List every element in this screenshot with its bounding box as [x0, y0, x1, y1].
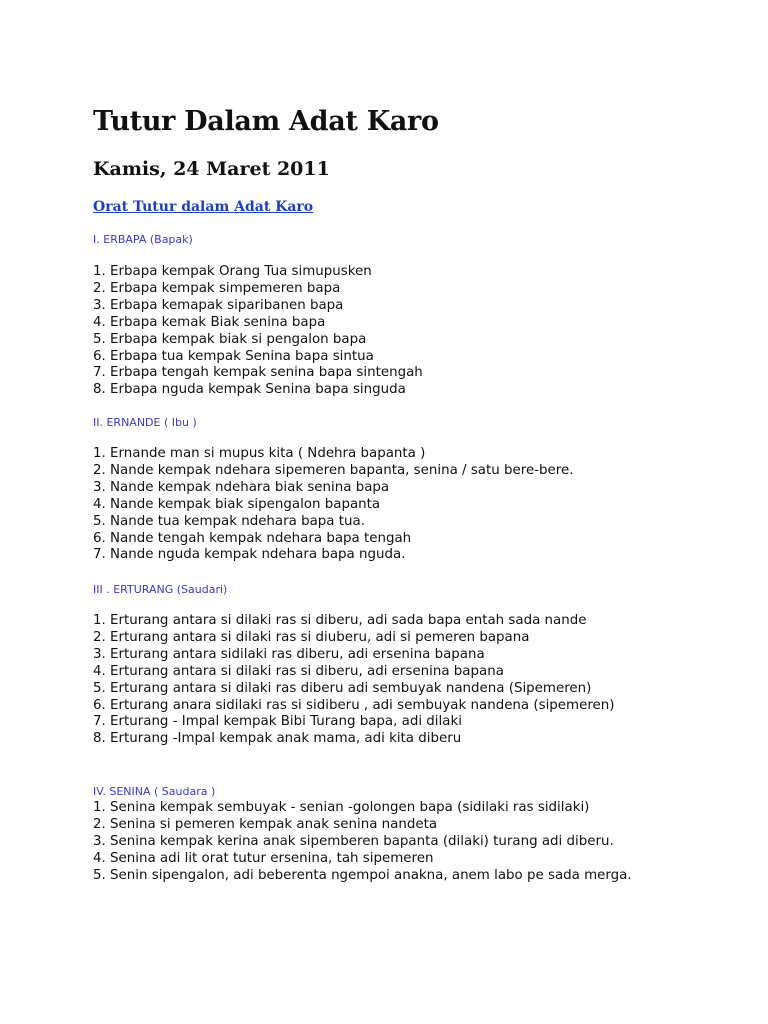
section-heading: II. ERNANDE ( Ibu ) — [93, 416, 197, 429]
page-title: Tutur Dalam Adat Karo — [93, 106, 439, 137]
list-item: 2. Erturang antara si dilaki ras si diuberu, adi si pemeren bapana — [93, 629, 530, 645]
item-list — [93, 613, 748, 748]
section-heading: I. ERBAPA (Bapak) — [93, 233, 193, 246]
list-item: 5. Nande tua kempak ndehara bapa tua. — [93, 513, 365, 529]
section-heading: IV. SENINA ( Saudara ) — [93, 785, 216, 798]
list-item: 2. Erbapa kempak simpemeren bapa — [93, 280, 341, 296]
list-item: 3. Erbapa kemapak siparibanen bapa — [93, 297, 344, 313]
list-item: 5. Senin sipengalon, adi beberenta ngempoi anakna, anem labo pe sada merga. — [93, 867, 632, 883]
list-item: 1. Ernande man si mupus kita ( Ndehra bapanta ) — [93, 446, 426, 461]
section-erbapa — [93, 232, 748, 399]
section-heading: III . ERTURANG (Saudari) — [93, 583, 228, 596]
section-senina — [93, 784, 748, 885]
post-date: Kamis, 24 Maret 2011 — [93, 158, 330, 180]
list-item: 3. Erturang antara sidilaki ras diberu, adi ersenina bapana — [93, 646, 485, 662]
list-item: 3. Nande kempak ndehara biak senina bapa — [93, 479, 390, 495]
list-item: 5. Erbapa kempak biak si pengalon bapa — [93, 331, 367, 347]
list-item: 4. Erbapa kemak Biak senina bapa — [93, 314, 326, 330]
list-item: 2. Nande kempak ndehara sipemeren bapanta, senina / satu bere-bere. — [93, 462, 574, 478]
list-item: 8. Erturang -Impal kempak anak mama, adi kita diberu — [93, 731, 462, 747]
list-item: 6. Erbapa tua kempak Senina bapa sintua — [93, 348, 374, 364]
section-ernande — [93, 415, 748, 564]
list-item: 8. Erbapa nguda kempak Senina bapa singuda — [93, 382, 406, 398]
list-item: 5. Erturang antara si dilaki ras diberu adi sembuyak nandena (Sipemeren) — [93, 680, 592, 696]
post-title-link[interactable]: Orat Tutur dalam Adat Karo — [93, 199, 314, 215]
list-item: 2. Senina si pemeren kempak anak senina nandeta — [93, 816, 438, 832]
list-item: 1. Senina kempak sembuyak - senian -golongen bapa (sidilaki ras sidilaki) — [93, 800, 590, 815]
list-item: 7. Nande nguda kempak ndehara bapa nguda. — [93, 547, 406, 563]
list-item: 7. Erturang - Impal kempak Bibi Turang bapa, adi dilaki — [93, 714, 462, 730]
list-item: 4. Erturang antara si dilaki ras si diberu, adi ersenina bapana — [93, 663, 504, 679]
list-item: 7. Erbapa tengah kempak senina bapa sintengah — [93, 365, 423, 381]
list-item: 4. Nande kempak biak sipengalon bapanta — [93, 496, 381, 512]
item-list — [93, 446, 748, 564]
section-erturang — [93, 582, 748, 748]
list-item: 6. Erturang anara sidilaki ras si sidiberu , adi sembuyak nandena (sipemeren) — [93, 697, 615, 713]
list-item: 3. Senina kempak kerina anak sipemberen bapanta (dilaki) turang adi diberu. — [93, 833, 614, 849]
item-list — [93, 800, 748, 885]
item-list — [93, 264, 748, 399]
list-item: 4. Senina adi lit orat tutur ersenina, tah sipemeren — [93, 850, 434, 866]
list-item: 1. Erturang antara si dilaki ras si diberu, adi sada bapa entah sada nande — [93, 613, 587, 628]
list-item: 1. Erbapa kempak Orang Tua simupusken — [93, 264, 372, 279]
list-item: 6. Nande tengah kempak ndehara bapa tengah — [93, 530, 412, 546]
